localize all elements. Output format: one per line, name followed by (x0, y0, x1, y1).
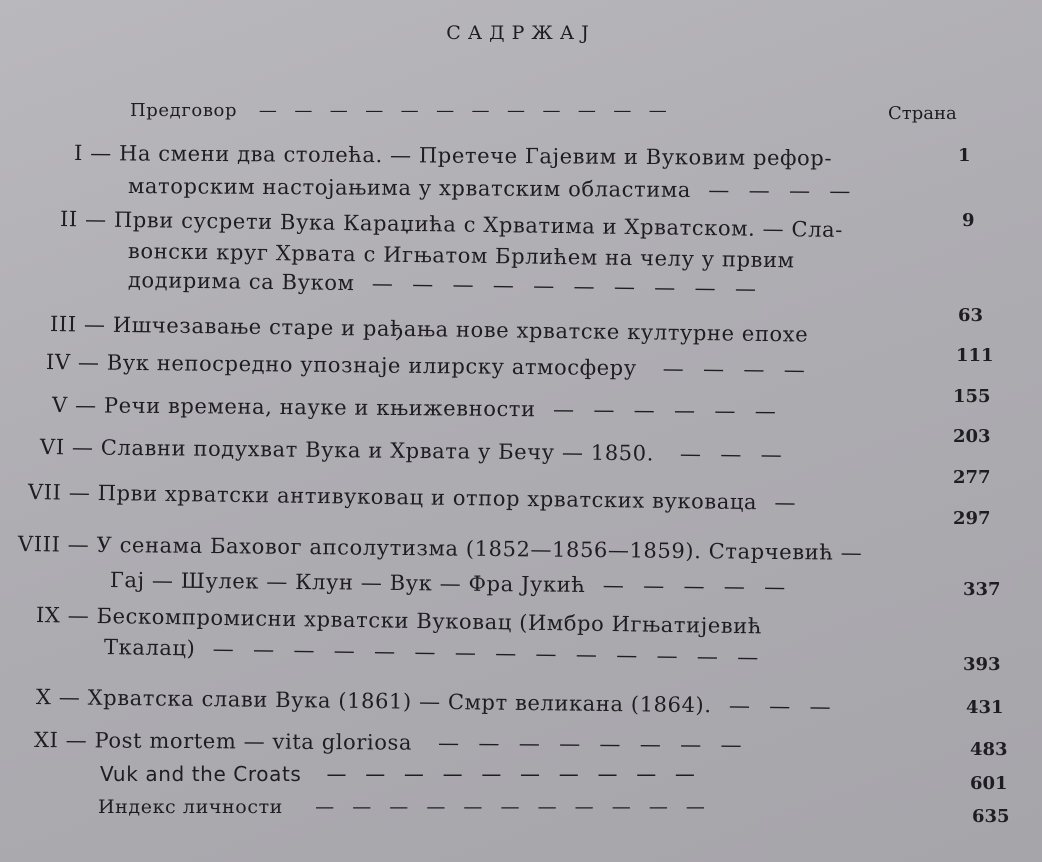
toc-extra-page-1: 483 (970, 739, 1008, 760)
toc-page-1: 1 (958, 145, 971, 166)
toc-entry-1-line-2: маторским настојањима у хрватским областима — — — — (127, 174, 853, 204)
preface-row (130, 100, 669, 121)
leader-dashes: — — — — — — — — — — — — (243, 100, 669, 121)
toc-entry-9-line-2: Ткалац) — — — — — — — — — — — — — — (103, 635, 761, 670)
toc-entry-2-line-1: II — Први сусрети Вука Караџића с Хрватима и Хрватском. — Сла- (59, 207, 844, 242)
toc-entry-8-line-1: VIII — У сенама Баховог апсолутизма (1852—1856—1859). Старчевић — (17, 532, 863, 565)
toc-extra-2: Индекс личности — — — — — — — — — — — (98, 796, 707, 818)
toc-entry-3: III — Ишчезавање старе и рађања нове хрватске културне епохе (49, 312, 809, 347)
toc-entry-1-line-1: I — На смени два столећа. — Претече Гајевим и Вуковим рефор- (73, 141, 833, 171)
toc-page-8: 297 (953, 508, 991, 529)
toc-entry-4: IV — Вук непосредно упознаје илирску атмосферу — — — — (45, 350, 807, 382)
toc-entry-9-line-1: IX — Бескомпромисни хрватски Вуковац (Имбро Игњатијевић (35, 603, 763, 639)
toc-extra-page-2: 601 (970, 773, 1008, 794)
toc-entry-10: X — Хрватска слави Вука (1861) — Смрт великана (1864). — — — (35, 685, 833, 719)
toc-entry-8-line-2: Гај — Шулек — Клун — Вук — Фра Јукић — — — — — (109, 568, 788, 600)
toc-page-2: 9 (962, 210, 975, 231)
toc-last-page: 635 (972, 806, 1010, 827)
page-title: САДРЖАЈ (446, 22, 596, 44)
toc-entry-7: VII — Први хрватски антивуковац и отпор хрватских вуковаца — (27, 480, 798, 515)
page-column-label: Страна (888, 103, 957, 124)
toc-page-11: 431 (966, 697, 1004, 718)
toc-extra-1: Vuk and the Croats — — — — — — — — — — (100, 762, 697, 786)
toc-page-5: 155 (953, 386, 991, 407)
toc-entry-2-line-2: вонски круг Хрвата с Игњатом Брлићем на челу у првим (127, 239, 795, 273)
toc-page-10: 393 (963, 654, 1001, 675)
toc-page-3: 63 (958, 305, 984, 326)
preface-label: Предговор (130, 100, 238, 121)
toc-page-6: 203 (953, 426, 991, 447)
toc-page-7: 277 (953, 467, 991, 488)
toc-page-4: 111 (956, 345, 994, 366)
toc-page-9: 337 (963, 579, 1001, 600)
toc-entry-2-line-3: додирима са Вуком — — — — — — — — — — (127, 268, 759, 301)
toc-entry-6: VI — Славни подухват Вука и Хрвата у Бечу — 1850. — — — (39, 435, 784, 467)
toc-entry-11: XI — Post mortem — vita gloriosa — — — — — — — — (33, 728, 744, 757)
toc-entry-5: V — Речи времена, науке и књижевности — — — — — — (51, 393, 778, 424)
